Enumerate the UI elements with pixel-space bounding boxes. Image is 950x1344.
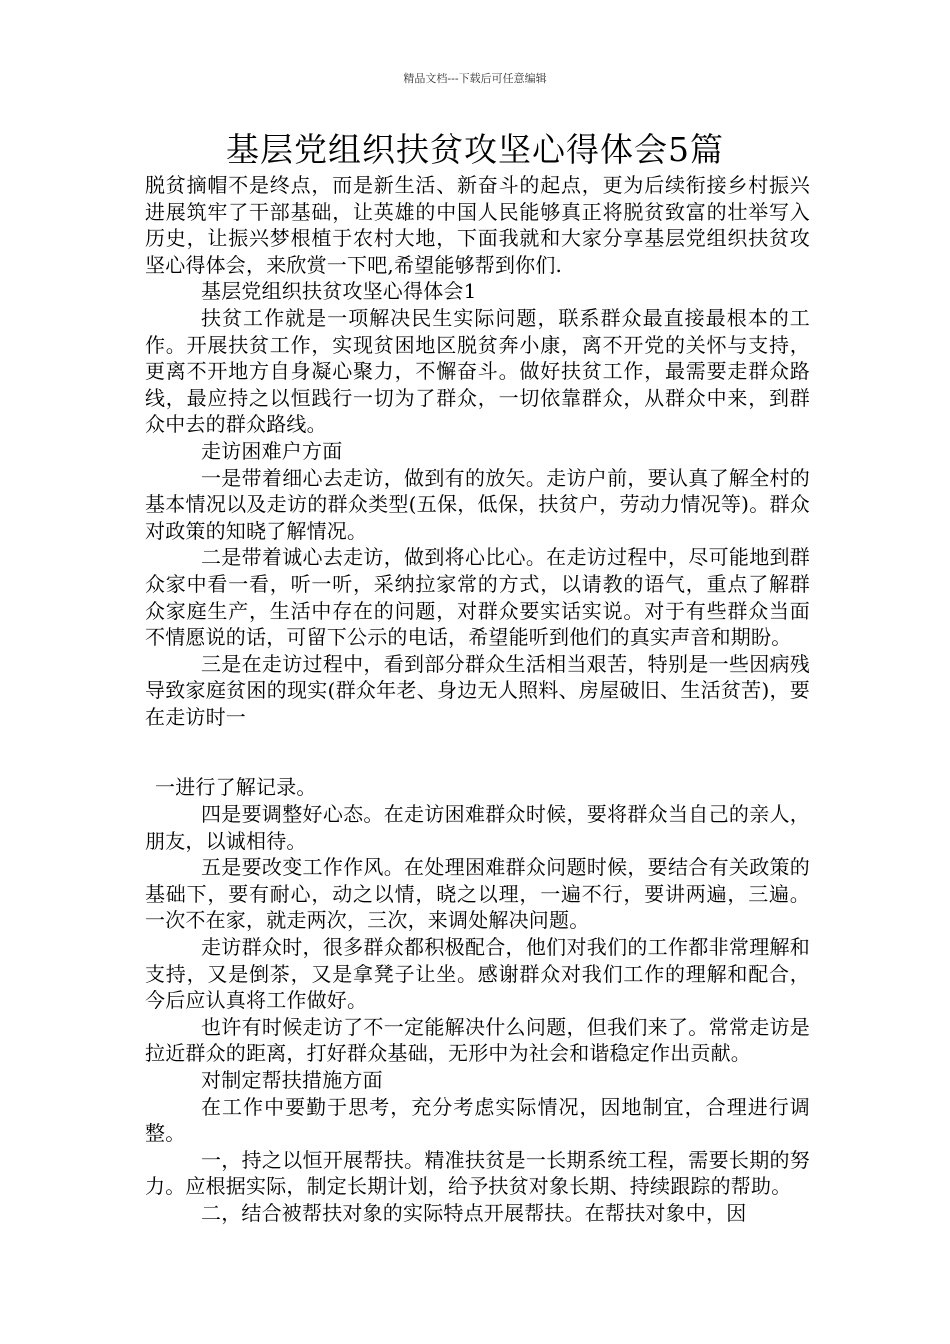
paragraph: 二是带着诚心去走访，做到将心比心。在走访过程中，尽可能地到群众家中看一看，听一听，采纳拉家常的方式，以请教的语气，重点了解群众家庭生产，生活中存在的问题，对群众要实话实说。对于有些群众当面不情愿说的话，可留下公示的电话，希望能听到他们的真实声音和期盼。	[145, 545, 810, 650]
paragraph: 二，结合被帮扶对象的实际特点开展帮扶。在帮扶对象中，因	[201, 1200, 747, 1225]
section-heading: 基层党组织扶贫攻坚心得体会1	[201, 279, 477, 304]
paragraph: 一是带着细心去走访，做到有的放矢。走访户前，要认真了解全村的基本情况以及走访的群众类型(五保，低保，扶贫户，劳动力情况等)。群众对政策的知晓了解情况。	[145, 465, 810, 543]
intro-paragraph: 脱贫摘帽不是终点，而是新生活、新奋斗的起点，更为后续衔接乡村振兴进展筑牢了干部基础，让英雄的中国人民能够真正将脱贫致富的壮举写入历史，让振兴梦根植于农村大地，下面我就和大家分享基层党组织扶贫攻坚心得体会，来欣赏一下吧,希望能够帮到你们.	[145, 173, 810, 277]
paragraph: 五是要改变工作作风。在处理困难群众问题时候，要结合有关政策的基础下，要有耐心，动之以情，晓之以理，一遍不行，要讲两遍，三遍。一次不在家，就走两次，三次，来调处解决问题。	[145, 855, 810, 933]
paragraph-continuation: 一进行了解记录。	[155, 775, 317, 800]
paragraph: 一，持之以恒开展帮扶。精准扶贫是一长期系统工程，需要长期的努力。应根据实际，制定长期计划，给予扶贫对象长期、持续跟踪的帮助。	[145, 1147, 810, 1199]
subsection-heading: 对制定帮扶措施方面	[201, 1068, 383, 1092]
header-note: 精品文档---下载后可任意编辑	[403, 72, 547, 85]
paragraph: 四是要调整好心态。在走访困难群众时候，要将群众当自己的亲人，朋友，以诚相待。	[145, 802, 810, 853]
paragraph: 三是在走访过程中，看到部分群众生活相当艰苦，特别是一些因病残导致家庭贫困的现实(群众年老、身边无人照料、房屋破旧、生活贫苦)，要在走访时一	[145, 651, 810, 729]
paragraph: 也许有时候走访了不一定能解决什么问题，但我们来了。常常走访是拉近群众的距离，打好群众基础，无形中为社会和谐稳定作出贡献。	[145, 1014, 810, 1066]
document-body	[145, 172, 810, 1227]
paragraph: 扶贫工作就是一项解决民生实际问题，联系群众最直接最根本的工作。开展扶贫工作，实现贫困地区脱贫奔小康，离不开党的关怀与支持，更离不开地方自身凝心聚力，不懈奋斗。做好扶贫工作，最需要走群众路线，最应持之以恒践行一切为了群众，一切依靠群众，从群众中来，到群众中去的群众路线。	[145, 305, 810, 437]
paragraph: 走访群众时，很多群众都积极配合，他们对我们的工作都非常理解和支持，又是倒茶，又是拿凳子让坐。感谢群众对我们工作的理解和配合，今后应认真将工作做好。	[145, 935, 810, 1013]
subsection-heading: 走访困难户方面	[201, 438, 343, 463]
paragraph: 在工作中要勤于思考，充分考虑实际情况，因地制宜，合理进行调整。	[145, 1094, 810, 1146]
document-title: 基层党组织扶贫攻坚心得体会5篇	[226, 130, 724, 169]
